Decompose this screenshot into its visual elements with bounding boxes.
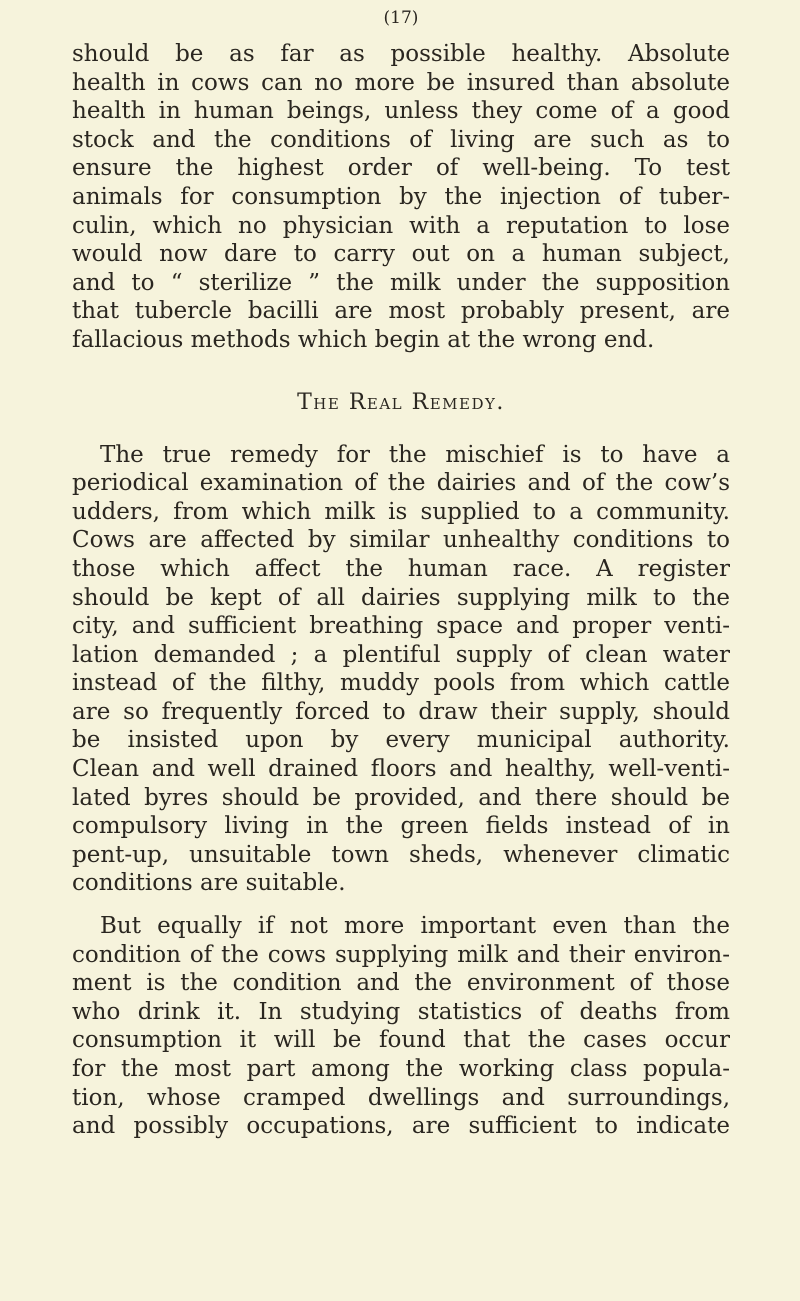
text-line: udders, from which milk is supplied to a community. [72,498,730,525]
text-line: should be as far as possible healthy. Absolute [72,41,730,67]
paragraph-gap [72,898,730,912]
text-line: stock and the conditions of living are such as to [72,126,730,153]
text-line: and possibly occupations, are sufficient to indicate [72,1113,730,1140]
text-line: instead of the filthy, muddy pools from which cattle [72,670,730,697]
text-line: ment is the condition and the environment of those [72,970,730,997]
text-line: The true remedy for the mischief is to have a [100,441,730,468]
paragraph-1 [72,40,730,355]
text-line: that tubercle bacilli are most probably present, are [72,298,730,325]
text-line: animals for consumption by the injection of tuber- [72,183,730,210]
text-line: fallacious methods which begin at the wrong end. [72,326,655,353]
paragraph-3 [72,912,730,1141]
text-line: city, and sufficient breathing space and proper venti- [72,613,730,640]
text-line: consumption it will be found that the cases occur [72,1027,730,1054]
text-line: Cows are affected by similar unhealthy conditions to [72,527,730,554]
text-line: would now dare to carry out on a human subject, [72,241,730,268]
page-number: (17) [383,8,419,28]
text-line: are so frequently forced to draw their supply, should [72,698,730,725]
text-line: and to “ sterilize ” the milk under the supposition [72,269,730,296]
text-line: tion, whose cramped dwellings and surroundings, [72,1084,730,1111]
text-line: periodical examination of the dairies and of the cow’s [72,470,730,497]
text-line: health in cows can no more be insured than absolute [72,69,730,96]
text-line: But equally if not more important even than the [100,913,730,940]
text-line: those which affect the human race. A register [72,555,730,582]
paragraph-2 [72,441,730,899]
text-line: health in human beings, unless they come of a good [72,98,730,125]
text-line: lated byres should be provided, and there should be [72,784,730,811]
text-line: conditions are suitable. [72,870,346,897]
text-line: who drink it. In studying statistics of deaths from [72,998,730,1025]
text-line: should be kept of all dairies supplying milk to the [72,584,730,611]
text-line: Clean and well drained floors and healthy, well-venti- [72,756,730,783]
text-line: compulsory living in the green fields instead of in [72,813,730,840]
text-line: condition of the cows supplying milk and their environ- [72,941,730,968]
text-line: for the most part among the working class popula- [72,1056,730,1082]
text-line: be insisted upon by every municipal authority. [72,727,730,754]
text-line: lation demanded ; a plentiful supply of clean water [72,641,730,668]
text-line: ensure the highest order of well-being. To test [72,155,730,182]
text-line: pent-up, unsuitable town sheds, whenever climatic [72,841,730,868]
section-heading: The Real Remedy. [297,389,505,415]
text-line: culin, which no physician with a reputation to lose [72,212,730,239]
